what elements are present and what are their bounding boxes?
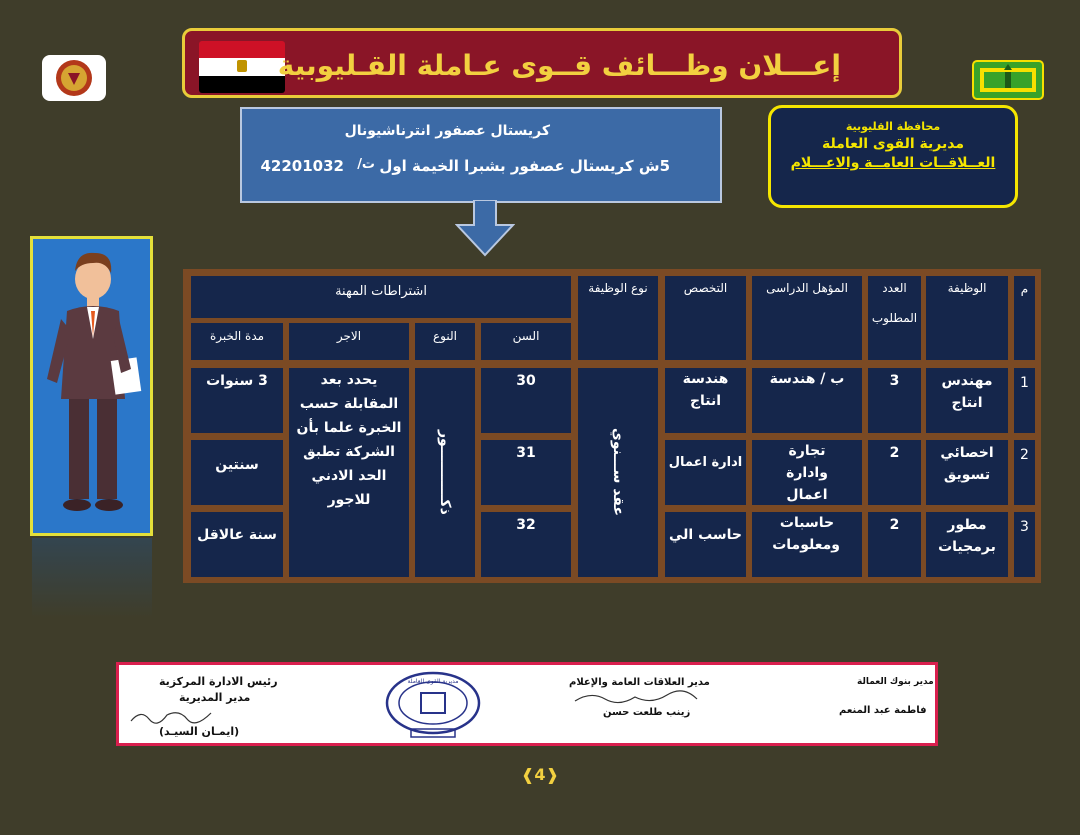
directorate-name: مديرية القوى العاملة [821,136,965,152]
table-cell-experience: سنتين [191,440,283,505]
left-signatory-name: (ايمـان السيـد) [159,725,240,738]
table-cell-job: مهندس انتاج [926,368,1008,433]
header-count [868,276,921,360]
table-row-index: 3 [1014,512,1035,577]
labor-bank-manager-title: مدير بنوك العمالة [857,677,934,687]
phone-label: ت/ [357,157,375,172]
page-bracket-right-icon: ❱ [545,765,559,784]
official-stamp [385,669,481,741]
table-cell-experience: 3 سنوات [191,368,283,433]
governorate-label: محافظة القليوبية [845,120,941,133]
page-bracket-left-icon: ❰ [521,765,535,784]
ministry-emblem-icon [42,55,106,101]
table-cell-age: 32 [481,512,571,577]
company-name: كريستال عصفور انترناشيونال [344,123,550,139]
page-title: إعـــلان وظـــائف قــوى عـاملة القـليوبية [277,49,841,82]
table-cell-qualification: ب / هندسة [752,368,862,433]
pr-manager-title: مدير العلاقات العامة والإعلام [569,677,710,688]
middle-signature-icon [571,689,701,707]
header-age: السن [481,323,571,360]
header-gender: النوع [415,323,475,360]
signatures-panel [116,662,938,746]
header-salary: الاجر [289,323,409,360]
header-experience: مدة الخبرة [191,323,283,360]
table-cell-job: مطور برمجيات [926,512,1008,577]
header-job: الوظيفة [926,276,1008,360]
gender-text: ذكـــــــــــور [437,430,453,515]
table-row-index: 1 [1014,368,1035,433]
title-banner [182,28,902,98]
table-cell-experience: سنة عالاقل [191,512,283,577]
central-admin-title: رئيس الادارة المركزية [159,675,278,688]
table-cell-count: 3 [868,368,921,433]
pr-manager-name: زينب طلعت حسن [603,707,691,718]
table-cell-job: اخصائي تسويق [926,440,1008,505]
egypt-flag-icon [199,41,285,93]
company-info-box [240,107,722,203]
table-cell-qualification: حاسبات ومعلومات [752,512,862,577]
header-qualification: المؤهل الدراسى [752,276,862,360]
department-name: العــلاقــات العامــة والاعـــلام [790,155,996,171]
job-type-text: عقد ســـنوي [610,428,626,517]
qalyubia-logo-icon [972,60,1044,100]
down-arrow-icon [455,200,515,257]
table-cell-gender [415,368,475,577]
labor-bank-manager-name: فاطمة عبد المنعم [839,705,927,716]
table-cell-qualification: تجارة وادارة اعمال [752,440,862,505]
header-job-type: نوع الوظيفة [578,276,658,360]
table-cell-count: 2 [868,512,921,577]
table-cell-specialization: حاسب الي [665,512,746,577]
page-number [512,765,568,784]
directorate-box [768,105,1018,208]
header-count-line2: المطلوب [871,311,918,325]
header-requirements: اشتراطات المهنة [191,276,571,318]
header-index: م [1014,276,1035,360]
page-number-value: 4 [534,765,546,784]
table-row-index: 2 [1014,440,1035,505]
table-cell-age: 30 [481,368,571,433]
stamp-text: مديرية القوى العاملة [407,678,459,685]
table-cell-salary: يحدد بعد المقابلة حسب الخبرة علما بأن الشركة تطبق الحد الادني للاجور [289,368,409,577]
table-cell-job-type [578,368,658,577]
header-specialization: التخصص [665,276,746,360]
company-address: 5ش كريستال عصفور بشبرا الخيمة اول [379,157,670,175]
table-cell-age: 31 [481,440,571,505]
illustration-reflection [32,538,152,618]
company-phone: 42201032 [260,157,344,175]
table-cell-specialization: ادارة اعمال [665,440,746,505]
left-signature-icon [127,705,217,727]
table-cell-specialization: هندسة انتاج [665,368,746,433]
directorate-head-title: مدير المديرية [179,691,251,704]
table-cell-count: 2 [868,440,921,505]
businessman-illustration [30,236,153,536]
header-count-line1: العدد [882,281,907,295]
